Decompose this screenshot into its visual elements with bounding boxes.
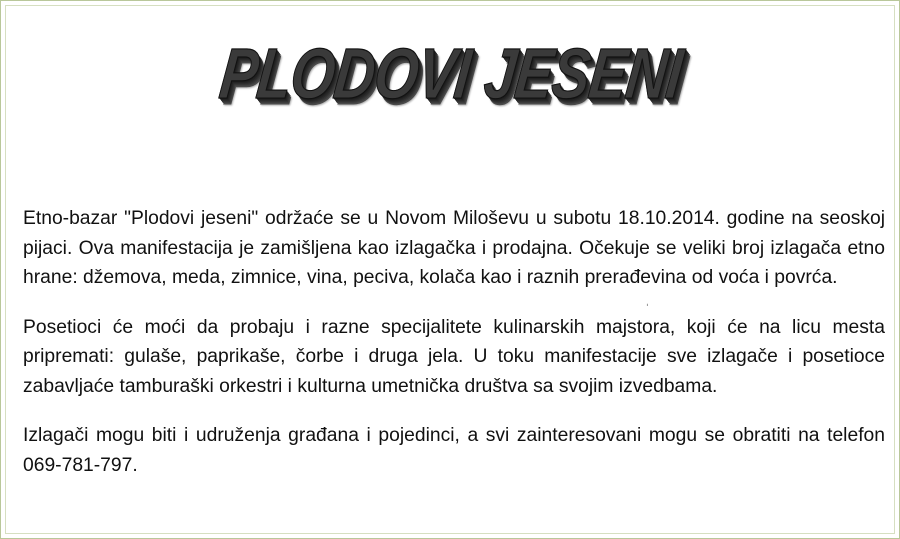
paragraph-2: Posetioci će moći da probaju i razne specijalitete kulinarskih majstora, koji će na licu mesta pripremati: gulaše, paprikaše, čorbe i druga jela. U toku manifestacije sve izlagače i posetioce zabavljaće tamburaški orkestri i kulturna umetnička društva sa svojim izvedbama.	[23, 316, 885, 397]
scan-speck-mark: ˈ	[645, 301, 650, 317]
paragraph-1: Etno-bazar "Plodovi jeseni" održaće se u Novom Miloševu u subotu 18.10.2014. godine na seoskoj pijaci. Ova manifestacija je zamišljena kao izlagačka i prodajna. Očekuje se veliki broj izlagača etno hrane: džemova, meda, zimnice, vina, peciva, kolača kao i raznih prerađevina od voća i povrća.	[23, 208, 885, 288]
document-body	[23, 204, 885, 500]
title-banner	[1, 27, 900, 119]
paragraph-3: Izlagači mogu biti i udruženja građana i pojedinci, a svi zainteresovani mogu se obratiti na telefon 069-781-797.	[23, 425, 885, 476]
document-title: PLODOVI JESENI	[215, 33, 687, 113]
